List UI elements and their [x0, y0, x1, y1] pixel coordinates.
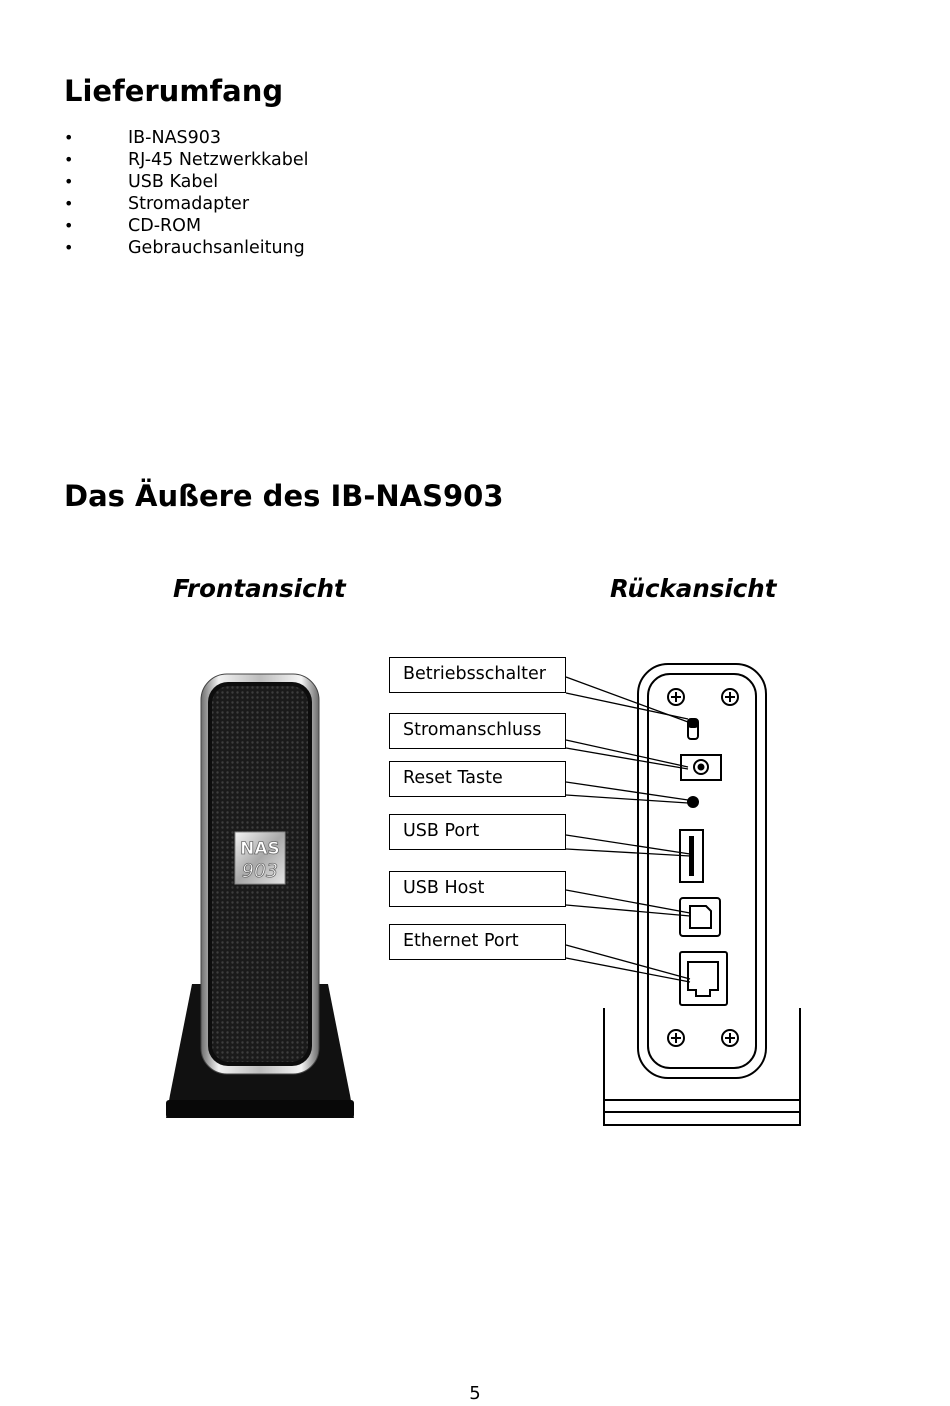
leader-line	[566, 905, 690, 916]
leader-line	[566, 740, 688, 767]
bullet: •	[64, 172, 74, 191]
section-title-exterior: Das Äußere des IB-NAS903	[64, 479, 504, 513]
bullet: •	[64, 194, 74, 213]
section-title-scope: Lieferumfang	[64, 74, 284, 108]
back-view-label: Rückansicht	[610, 574, 777, 603]
leader-line	[566, 835, 690, 854]
front-view-label: Frontansicht	[173, 574, 346, 603]
logo-text-bottom: 903	[241, 860, 279, 882]
list-item-text: IB-NAS903	[128, 128, 222, 148]
list-item-text: Gebrauchsanleitung	[128, 238, 305, 258]
list-item-text: RJ-45 Netzwerkkabel	[128, 150, 309, 170]
page-number: 5	[469, 1383, 481, 1404]
callout-power-switch: Betriebsschalter	[389, 657, 566, 693]
list-item-text: USB Kabel	[128, 172, 219, 192]
callout-power-jack: Stromanschluss	[389, 713, 566, 749]
leader-line	[566, 849, 690, 856]
bullet: •	[64, 128, 74, 147]
bullet: •	[64, 150, 74, 169]
leader-line	[566, 748, 688, 769]
list-item-text: CD-ROM	[128, 216, 202, 236]
callout-usb-host: USB Host	[389, 871, 566, 907]
leader-line	[566, 677, 688, 722]
logo-text-top: NAS	[240, 839, 280, 859]
leader-line	[566, 782, 688, 800]
leader-line	[566, 795, 688, 803]
callout-ethernet-port: Ethernet Port	[389, 924, 566, 960]
callout-reset-button: Reset Taste	[389, 761, 566, 797]
leader-line	[566, 890, 690, 913]
bullet: •	[64, 216, 74, 235]
callout-usb-port: USB Port	[389, 814, 566, 850]
bullet: •	[64, 238, 74, 257]
list-item-text: Stromadapter	[128, 194, 250, 214]
